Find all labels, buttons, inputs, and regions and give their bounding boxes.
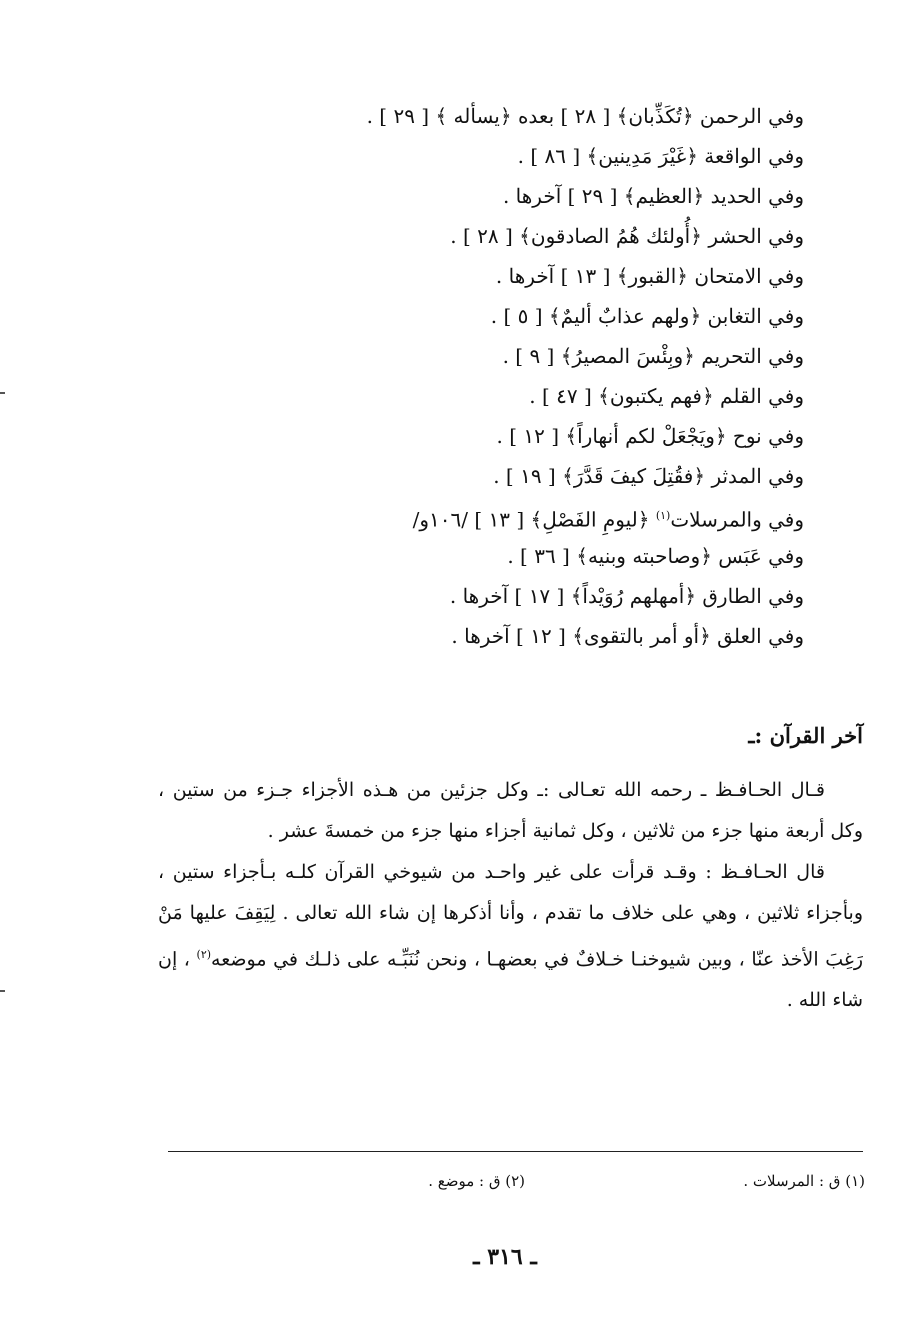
footnote: (١) ق : المرسلات . xyxy=(743,1172,865,1190)
list-item: وفي الواقعة ﴿غَيْرَ مَدِينين﴾ [ ٨٦ ] . xyxy=(517,144,804,168)
list-item: وفي الامتحان ﴿القبور﴾ [ ١٣ ] آخرها . xyxy=(495,264,804,288)
paragraph-text-end: ، إن شاء الله . xyxy=(158,948,863,1012)
list-item-rest: ﴿ليومِ الفَصْلِ﴾ [ ١٣ ] /١٠٦و/ xyxy=(412,507,656,532)
footnotes xyxy=(380,1166,865,1196)
footnote: (٢) ق : موضع . xyxy=(428,1172,525,1190)
list-item: وفي الرحمن ﴿تُكَذِّبان﴾ [ ٢٨ ] بعده ﴿يسأله ﴾ [ ٢٩ ] . xyxy=(366,104,804,128)
body-text xyxy=(158,770,863,1021)
list-item: وفي المدثر ﴿فقُتِلَ كيفَ قَدَّرَ﴾ [ ١٩ ] . xyxy=(493,464,804,488)
list-item-mursalat xyxy=(360,496,804,536)
list-item: وفي نوح ﴿ويَجْعَلْ لكم أنهاراً﴾ [ ١٢ ] . xyxy=(496,424,804,448)
list-item: وفي عَبَس ﴿وصاحبته وبنيه﴾ [ ٣٦ ] . xyxy=(507,544,804,568)
list-item: وفي الحشر ﴿أُولئك هُمُ الصادقون﴾ [ ٢٨ ] . xyxy=(450,224,804,248)
list-item: وفي الحديد ﴿العظيم﴾ [ ٢٩ ] آخرها . xyxy=(502,184,804,208)
paragraph xyxy=(158,852,863,1021)
list-item: وفي القلم ﴿فهم يكتبون﴾ [ ٤٧ ] . xyxy=(529,384,804,408)
list-item: وفي التحريم ﴿وبِئْسَ المصيرُ﴾ [ ٩ ] . xyxy=(502,344,804,368)
paragraph-text: قال الحـافـظ : وقـد قرأت على غير واحـد من شيوخي القرآن كلـه بـأجزاء ستين ، وبأجزاء ثلاثين ، وهي على خلاف ما تقدم ، وأنا أذكرها إن شاء الله تعالى . لِيَقِفَ عليها مَنْ رَغِبَ الأخذ عنّا ، وبين شيوخنـا خـلافٌ في بعضهـا ، ونحن نُنَبِّـه على ذلـك في موضعه xyxy=(158,861,863,971)
paragraph: قـال الحـافـظ ـ رحمه الله تعـالى :ـ وكل جزئين من هـذه الأجزاء جـزء من ستين ، وكل أربعة منها جزء من ثلاثين ، وكل ثمانية أجزاء منها جزء من خمسةَ عشر . xyxy=(158,779,863,842)
list-item-label: وفي والمرسلات xyxy=(670,507,804,532)
list-item: وفي الطارق ﴿أمهلهم رُوَيْداً﴾ [ ١٧ ] آخرها . xyxy=(449,584,804,608)
list-item: وفي التغابن ﴿ولهم عذابٌ أليمٌ﴾ [ ٥ ] . xyxy=(490,304,804,328)
footnote-ref: (٢) xyxy=(196,948,212,961)
footnote-divider xyxy=(168,1151,863,1152)
surah-division-list xyxy=(360,96,804,656)
footnote-ref: (١) xyxy=(655,509,671,522)
scan-mark xyxy=(0,392,5,394)
section-heading: آخر القرآن :ـ xyxy=(748,723,863,748)
page-number: ـ ٣١٦ ـ xyxy=(473,1244,537,1270)
list-item: وفي العلق ﴿أو أمر بالتقوى﴾ [ ١٢ ] آخرها . xyxy=(451,624,804,648)
scan-mark xyxy=(0,990,5,992)
